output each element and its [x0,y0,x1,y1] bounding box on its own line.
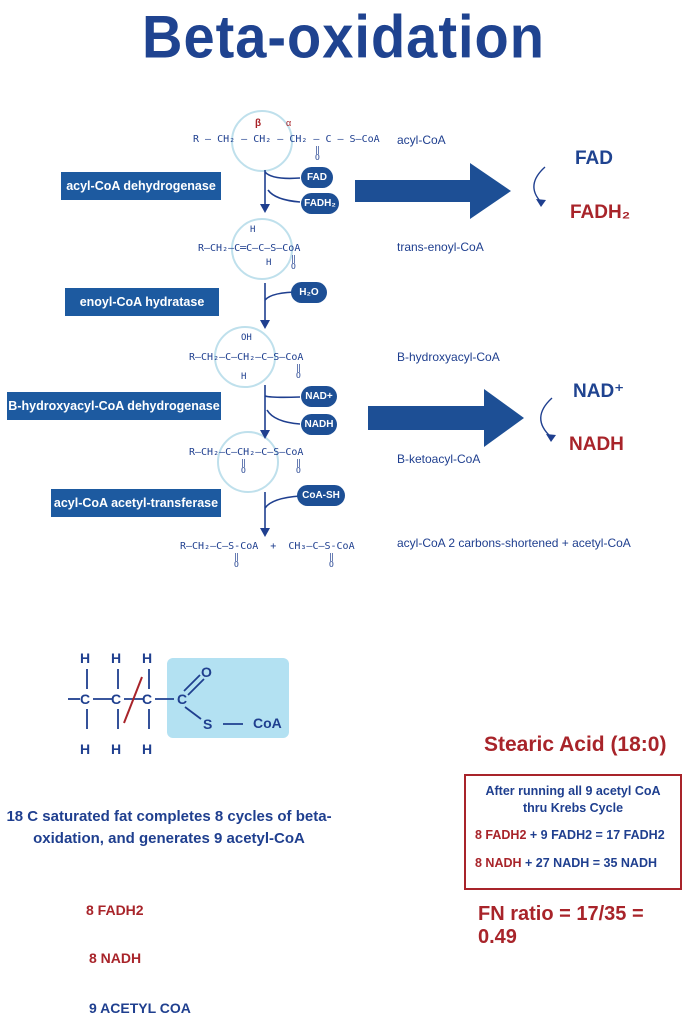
curved-arrow-fad [534,167,545,202]
b-hydroxy-name: B-hydroxyacyl-CoA [397,350,500,364]
row2-rest: + 27 NADH = 35 NADH [521,856,658,870]
box-title: After running all 9 acetyl CoA thru Krebs Cycle [485,784,661,815]
cofactor-nadh: NADH [301,414,337,435]
box-row-fadh2 [475,828,665,842]
products-formula: R—CH₂—C—S-CoA + CH₃—C—S-CoA [180,541,355,552]
carbonyl-o-2: ‖ O [291,254,296,271]
b-keto-formula: R—CH₂—C—CH₂—C—S—CoA [189,447,304,458]
cofactor-nad: NAD+ [301,386,337,407]
h-5: H [111,741,122,757]
trans-enoyl-name: trans-enoyl-CoA [397,240,484,254]
oh-group: OH [241,333,252,343]
stearic-title: Stearic Acid (18:0) [484,733,667,756]
carbonyl-o-3: ‖ O [296,363,301,380]
h-1: H [80,650,91,666]
enzyme-acyl-coa-dehydrogenase: acyl-CoA dehydrogenase [62,173,220,199]
summary-nadh: 8 NADH [89,950,142,966]
cofactor-water: H₂O [291,282,327,303]
big-arrow-fadh2 [355,163,511,219]
box-row-nadh [475,856,657,870]
enzyme-acyl-coa-acetyl-transferase: acyl-CoA acetyl-transferase [52,490,220,516]
row1-rest: + 9 FADH2 = 17 FADH2 [526,828,665,842]
side-fadh2: FADH₂ [570,202,631,223]
h-4: H [80,741,91,757]
carbonyl-o-4: ‖ O [296,458,301,475]
cofactor-fadh2: FADH₂ [301,193,339,214]
keto-o: ‖ O [241,458,246,475]
enzyme-enoyl-coa-hydratase: enoyl-CoA hydratase [66,289,218,315]
carbonyl-o: ‖ O [315,145,320,162]
acyl-coa-name: acyl-CoA [397,133,446,147]
enzyme-b-hydroxyacyl-coa-dehydrogenase: B-hydroxyacyl-CoA dehydrogenase [8,393,220,419]
products-name: acyl-CoA 2 carbons-shortened + acetyl-CoA [397,536,631,550]
c-1: C [80,691,91,707]
product-o-1: ‖ O [234,552,239,569]
product-o-2: ‖ O [329,552,334,569]
b-hydroxy-formula: R—CH₂—C—CH₂—C—S—CoA [189,352,304,363]
h-atom: H [241,372,247,382]
side-nad: NAD⁺ [573,381,625,402]
summary-fadh2: 8 FADH2 [86,902,144,918]
c-2: C [111,691,122,707]
trans-enoyl-formula: R—CH₂—C═C—C—S—CoA [198,243,301,254]
h-2: H [111,650,122,666]
side-nadh: NADH [569,434,624,455]
beta-label: β [255,118,262,129]
h-6: H [142,741,153,757]
summary-acetyl: 9 ACETYL COA [89,1000,191,1016]
c-4: C [177,691,188,707]
beta-carbon-circle-4 [218,432,278,492]
curved-arrow-nad [541,398,552,437]
b-keto-name: B-ketoacyl-CoA [397,452,481,466]
h-top: H [250,225,256,235]
s-atom: S [203,716,213,732]
alpha-label: α [286,118,292,128]
krebs-box [464,774,682,890]
summary-text: 18 C saturated fat completes 8 cycles of beta-oxidation, and generates 9 acetyl-CoA [6,808,332,847]
h-bottom: H [266,258,272,268]
fn-ratio: FN ratio = 17/35 = 0.49 [478,903,644,948]
h-3: H [142,650,153,666]
page-title: Beta-oxidation [142,2,545,71]
row2-red: 8 NADH [475,856,522,870]
o-atom: O [201,664,212,680]
acyl-coa-formula: R — CH₂ — CH₂ — CH₂ — C — S—CoA [193,134,380,145]
step-arrows [265,170,300,530]
row1-red: 8 FADH2 [475,828,527,842]
coa-label: CoA [253,715,282,731]
c-3: C [142,691,153,707]
cofactor-fad: FAD [301,167,333,188]
side-fad: FAD [575,148,613,169]
big-arrow-nadh [368,389,524,447]
cofactor-coa-sh: CoA-SH [297,485,345,506]
